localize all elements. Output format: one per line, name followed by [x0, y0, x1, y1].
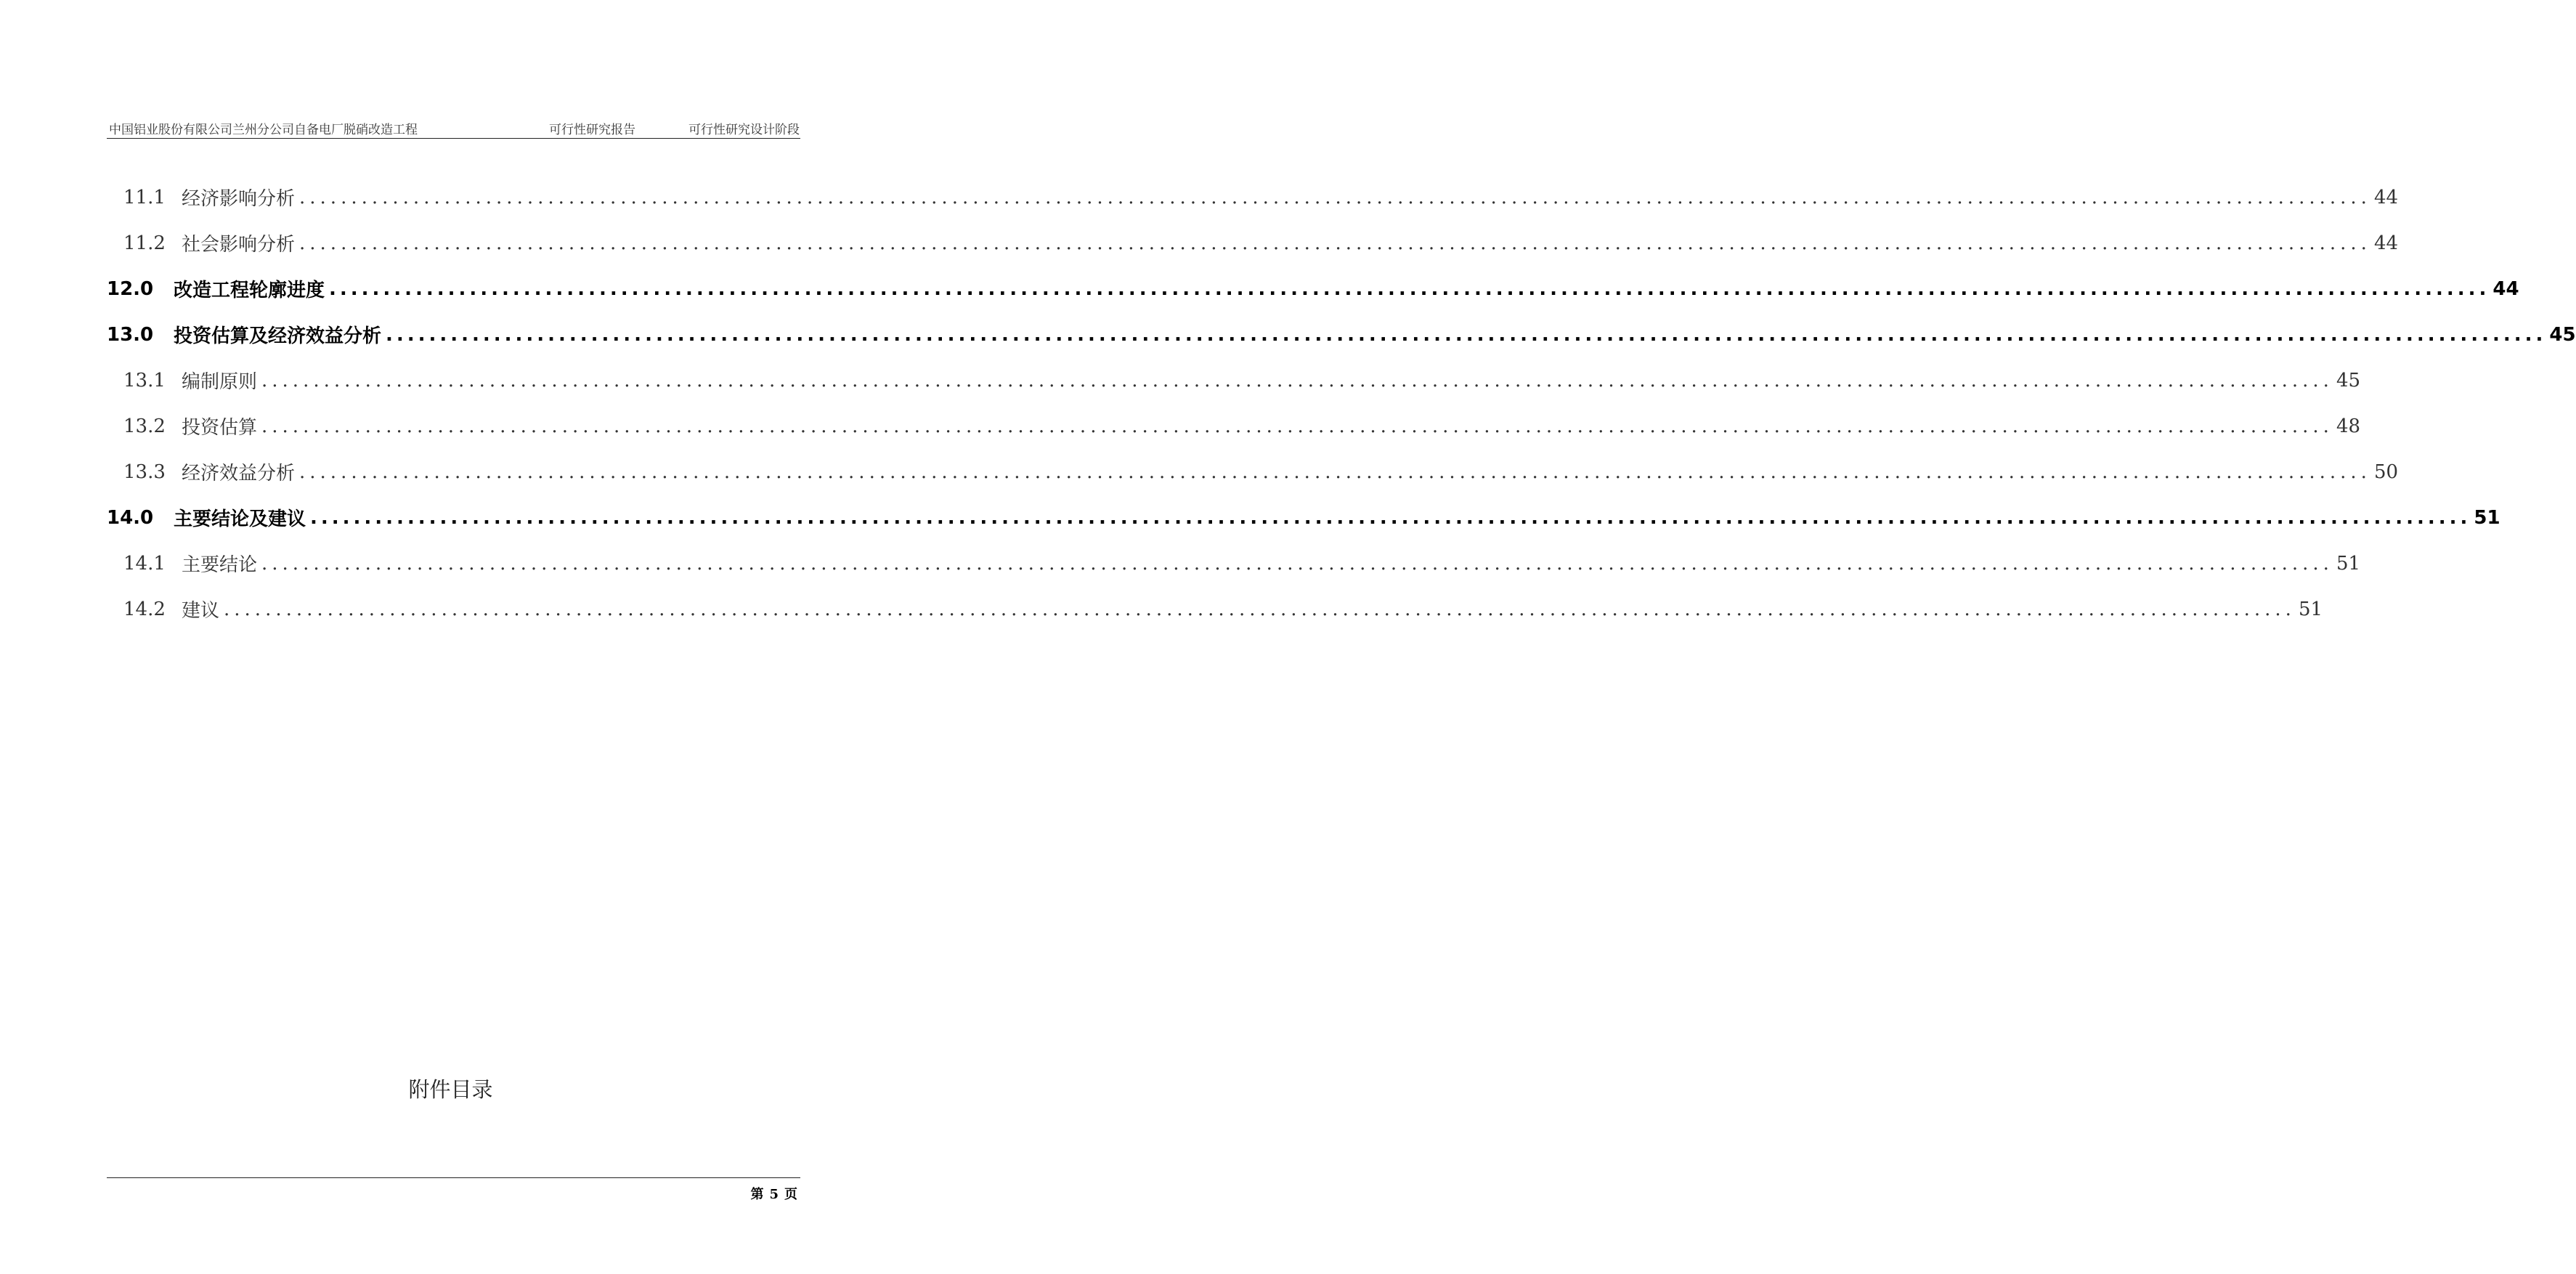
appendix-heading: 附件目录	[408, 1077, 493, 1102]
toc-entry-number: 13.3	[123, 460, 166, 483]
toc-entry-page: 44	[2373, 186, 2399, 208]
toc-entry[interactable]	[107, 174, 2399, 220]
page-header	[107, 118, 800, 139]
toc-entry[interactable]	[107, 266, 2519, 312]
header-report-type: 可行性研究报告	[549, 123, 635, 137]
page-number	[747, 1184, 800, 1203]
table-of-contents	[107, 174, 2576, 632]
toc-entry-title: 编制原则	[182, 371, 258, 393]
toc-entry[interactable]	[107, 403, 2361, 449]
toc-entry-page: 51	[2336, 552, 2361, 575]
toc-entry[interactable]	[107, 220, 2399, 266]
toc-entry-title: 建议	[182, 600, 220, 622]
toc-entry-page: 44	[2373, 232, 2399, 254]
toc-dot-leader: ........................................................................................................................................................................................................	[310, 506, 2471, 529]
toc-entry-number: 13.1	[123, 369, 166, 391]
toc-entry-number: 11.2	[123, 232, 166, 254]
toc-dot-leader: ........................................................................................................................................................................................................	[261, 552, 2333, 575]
toc-entry-title: 主要结论及建议	[174, 508, 306, 530]
toc-dot-leader: ........................................................................................................................................................................................................	[224, 598, 2296, 620]
toc-entry-page: 48	[2336, 415, 2361, 437]
toc-entry[interactable]	[107, 357, 2361, 403]
toc-entry-title: 主要结论	[182, 554, 258, 576]
toc-entry-title: 投资估算及经济效益分析	[174, 325, 382, 347]
page-number-prefix: 第	[750, 1187, 764, 1202]
toc-entry-number: 13.2	[123, 415, 166, 437]
toc-entry-number: 14.2	[123, 598, 166, 620]
toc-entry-number: 14.0	[107, 506, 154, 529]
toc-entry-title: 经济效益分析	[182, 463, 296, 484]
toc-entry[interactable]	[107, 495, 2500, 540]
footer-divider	[107, 1177, 800, 1178]
toc-entry-page: 45	[2336, 369, 2361, 391]
page-number-value: 5	[769, 1187, 779, 1202]
toc-entry-title: 投资估算	[182, 417, 258, 439]
toc-entry[interactable]	[107, 449, 2399, 495]
toc-entry-number: 13.0	[107, 323, 154, 346]
toc-entry[interactable]	[107, 312, 2576, 357]
toc-entry-page: 51	[2298, 598, 2323, 620]
toc-entry-title: 经济影响分析	[182, 188, 296, 210]
header-project-title: 中国铝业股份有限公司兰州分公司自备电厂脱硝改造工程	[109, 123, 418, 137]
toc-entry-page: 45	[2549, 323, 2576, 346]
toc-entry-number: 12.0	[107, 277, 154, 300]
toc-entry-number: 14.1	[123, 552, 166, 575]
toc-entry[interactable]	[107, 540, 2361, 586]
toc-dot-leader: ........................................................................................................................................................................................................	[261, 415, 2333, 437]
toc-entry[interactable]	[107, 586, 2323, 632]
toc-entry-page: 51	[2474, 506, 2500, 529]
toc-dot-leader: ........................................................................................................................................................................................................	[299, 186, 2371, 208]
toc-dot-leader: ........................................................................................................................................................................................................	[261, 369, 2333, 391]
toc-dot-leader: ........................................................................................................................................................................................................	[299, 460, 2371, 483]
toc-dot-leader: ........................................................................................................................................................................................................	[329, 277, 2490, 300]
toc-entry-title: 社会影响分析	[182, 234, 296, 256]
toc-dot-leader: ........................................................................................................................................................................................................	[299, 232, 2371, 254]
toc-entry-title: 改造工程轮廓进度	[174, 280, 325, 301]
toc-dot-leader: ........................................................................................................................................................................................................	[386, 323, 2547, 346]
page-number-suffix: 页	[784, 1187, 797, 1202]
toc-entry-number: 11.1	[123, 186, 166, 208]
toc-entry-page: 44	[2492, 277, 2519, 300]
toc-entry-page: 50	[2373, 460, 2399, 483]
header-design-stage: 可行性研究设计阶段	[688, 123, 800, 137]
